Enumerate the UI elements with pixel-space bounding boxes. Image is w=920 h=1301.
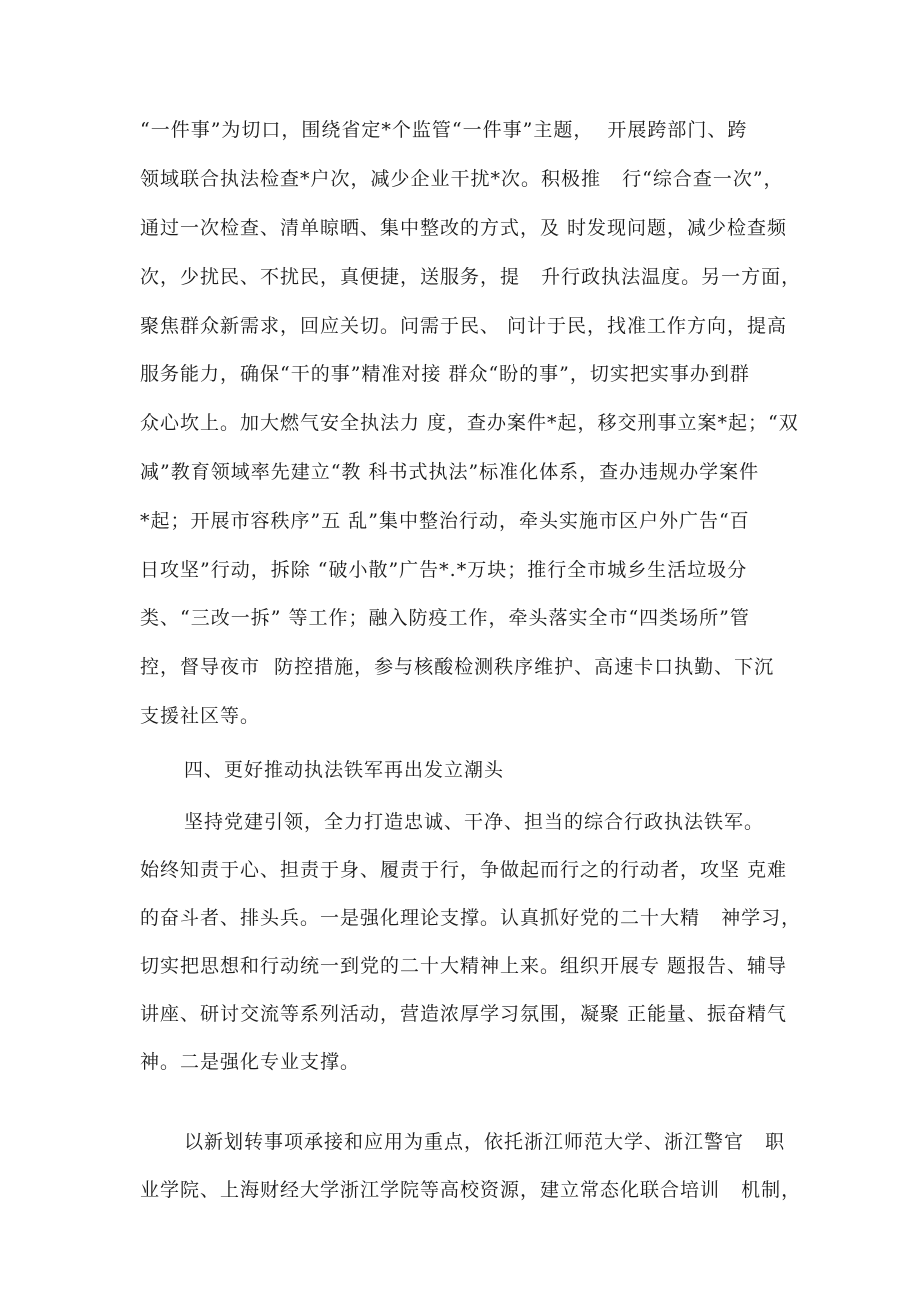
paragraph-line: 讲座、研讨交流等系列活动，营造浓厚学习氛围，凝聚 正能量、振奋精气	[140, 1003, 788, 1025]
paragraph-line: “一件事”为切口，围绕省定*个监管“一件事”主题， 开展跨部门、跨	[140, 119, 748, 141]
paragraph-line: 减”教育领域率先建立“教 科书式执法”标准化体系，查办违规办学案件	[140, 461, 760, 483]
paragraph-line: 日攻坚”行动，拆除 “破小散”广告*.*万块；推行全市城乡生活垃圾分	[140, 559, 748, 581]
paragraph-line: 领域联合执法检查*户次，减少企业干扰*次。积极推 行“综合查一次”，	[140, 168, 784, 190]
paragraph-line: 聚焦群众新需求，回应关切。问需于民、 问计于民，找准工作方向，提高	[140, 315, 788, 337]
paragraph-line: 的奋斗者、排头兵。一是强化理论支撑。认真抓好党的二十大精 神学习，	[140, 907, 802, 929]
paragraph-line: *起；开展市容秩序”五 乱”集中整治行动，牵头实施市区户外广告“百	[140, 510, 750, 532]
paragraph-line: 切实把思想和行动统一到党的二十大精神上来。组织开展专 题报告、辅导	[140, 955, 788, 977]
paragraph-line: 业学院、上海财经大学浙江学院等高校资源，建立常态化联合培训 机制，	[140, 1179, 802, 1201]
paragraph-line: 以新划转事项承接和应用为重点，依托浙江师范大学、浙江警官 职	[184, 1131, 786, 1153]
paragraph-line: 通过一次检查、清单晾晒、集中整改的方式，及 时发现问题，减少检查频	[140, 217, 788, 239]
paragraph-line: 次，少扰民、不扰民，真便捷，送服务，提 升行政执法温度。另一方面，	[140, 266, 802, 288]
paragraph-line: 神。二是强化专业支撑。	[140, 1051, 361, 1073]
paragraph-line: 始终知责于心、担责于身、履责于行，争做起而行之的行动者，攻坚 克难	[140, 859, 788, 881]
paragraph-line: 服务能力，确保“干的事”精准对接 群众“盼的事”，切实把实事办到群	[140, 363, 750, 385]
section-heading: 四、更好推动执法铁军再出发立潮头	[184, 759, 505, 781]
paragraph-line: 支援社区等。	[140, 705, 261, 727]
paragraph-line: 控，督导夜市 防控措施，参与核酸检测秩序维护、高速卡口执勤、下沉	[140, 656, 775, 678]
paragraph-line: 坚持党建引领，全力打造忠诚、干净、担当的综合行政执法铁军。	[184, 811, 765, 833]
paragraph-line: 类、“三改一拆” 等工作；融入防疫工作，牵头落实全市“四类场所”管	[140, 607, 750, 629]
paragraph-line: 众心坎上。加大燃气安全执法力 度，查办案件*起，移交刑事立案*起；“双	[140, 412, 799, 434]
